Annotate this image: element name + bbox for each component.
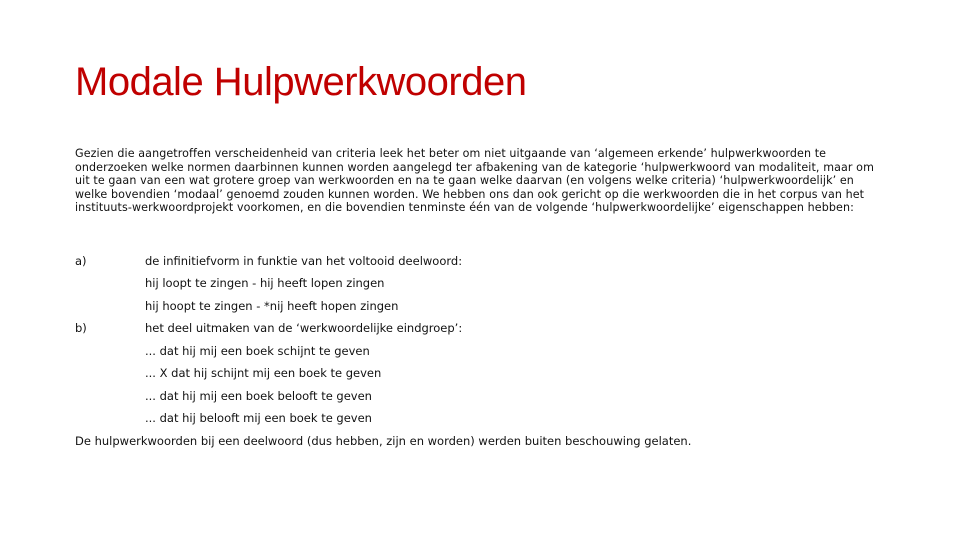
item-b-example-4: ... dat hij belooft mij een boek te geven bbox=[145, 411, 372, 425]
item-b-example-1: ... dat hij mij een boek schijnt te geven bbox=[145, 344, 370, 358]
item-b-text: het deel uitmaken van de ‘werkwoordelijke eindgroep’: bbox=[145, 321, 463, 335]
intro-paragraph: Gezien die aangetroffen verscheidenheid van criteria leek het beter om niet uitgaande van ‘algemeen erkende’ hulpwerkwoorden te onderzoeken welke normen daarbinnen kunnen worden aangelegd ter afbakening van de kategorie ‘hulpwerkwoord van modaliteit, maar om uit te gaan van een wat grotere groep van werkwoorden en na te gaan welke daarvan (en volgens welke criteria) ‘hulpwerkwoordelijk’ en welke bovendien ‘modaal’ genoemd zouden kunnen worden. We hebben ons dan ook gericht op die werkwoorden die in het corpus van het instituuts-werkwoordprojekt voorkomen, en die bovendien tenminste één van de volgende ‘hulpwerkwoordelijke’ eigenschappen hebben: bbox=[75, 147, 874, 214]
item-b-example-3: ... dat hij mij een boek belooft te geven bbox=[145, 389, 372, 403]
item-a-example-1: hij loopt te zingen - hij heeft lopen zingen bbox=[145, 276, 385, 290]
item-a-text: de infinitiefvorm in funktie van het voltooid deelwoord: bbox=[145, 254, 463, 268]
item-a-example-2: hij hoopt te zingen - *nij heeft hopen zingen bbox=[145, 299, 399, 313]
slide-title: Modale Hulpwerkwoorden bbox=[75, 60, 527, 104]
closing-sentence: De hulpwerkwoorden bij een deelwoord (dus hebben, zijn en worden) werden buiten beschouwing gelaten. bbox=[75, 434, 692, 448]
item-b-marker: b) bbox=[75, 321, 87, 335]
item-a-marker: a) bbox=[75, 254, 87, 268]
item-b-example-2: ... X dat hij schijnt mij een boek te geven bbox=[145, 366, 382, 380]
